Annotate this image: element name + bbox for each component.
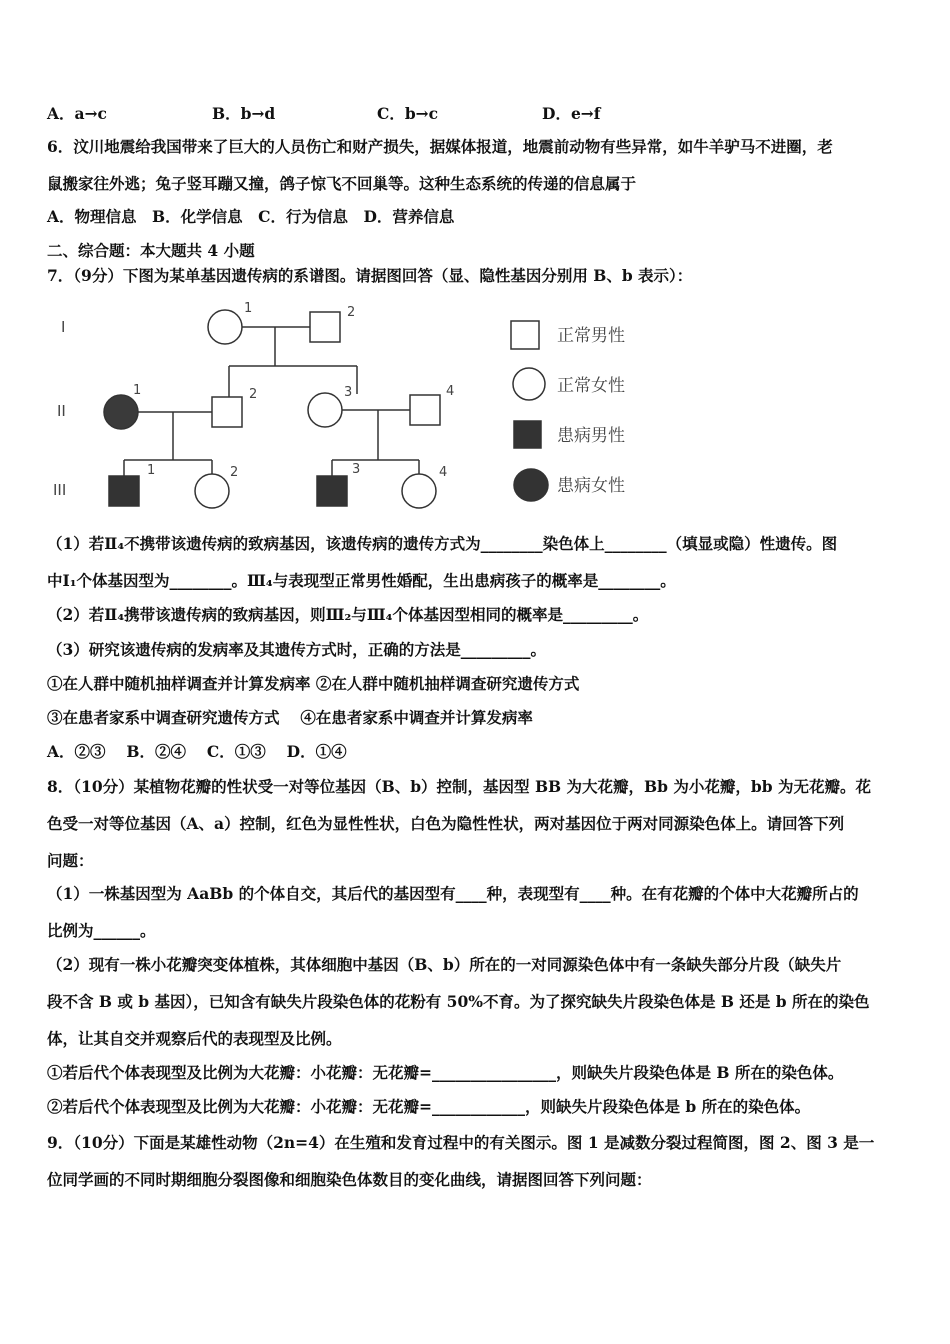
pedigree-I1-female [208, 310, 242, 344]
pedigree-chart [47, 296, 667, 511]
q9-line-1: 9．（10分）下面是某雄性动物（2n=4）在生殖和发育过程中的有关图示。图 1 是减数分裂过程简图，图 2、图 3 是一 [47, 1133, 875, 1152]
num-III3: 3 [352, 462, 361, 477]
q7-choices-1: ①在人群中随机抽样调查并计算发病率 ②在人群中随机抽样调查研究遗传方式 [47, 674, 580, 693]
legend-affected-male-icon [514, 421, 541, 448]
gen-label-III: III [53, 481, 67, 499]
q7-part1-line2: 中Ⅰ₁个体基因型为________。Ⅲ₄与表现型正常男性婚配，生出患病孩子的概率是________。 [47, 571, 676, 590]
num-II4: 4 [446, 384, 455, 399]
q9-line-2: 位同学画的不同时期细胞分裂图像和细胞染色体数目的变化曲线，请据图回答下列问题： [47, 1170, 652, 1189]
section-2-title: 二、综合题：本大题共 4 小题 [47, 241, 255, 260]
q8-line-6: （2）现有一株小花瓣突变体植株，其体细胞中基因（B、b）所在的一对同源染色体中有一条缺失部分片段（缺失片 [47, 955, 842, 974]
q8-line-9: ①若后代个体表现型及比例为大花瓣：小花瓣：无花瓣=________________，则缺失片段染色体是 B 所在的染色体。 [47, 1063, 844, 1082]
q6-line-1: 6．汶川地震给我国带来了巨大的人员伤亡和财产损失，据媒体报道，地震前动物有些异常，如牛羊驴马不进圈，老 [47, 137, 833, 156]
q8-line-8: 体，让其自交并观察后代的表现型及比例。 [47, 1029, 342, 1048]
q5-option-c: C．b→c [377, 104, 439, 123]
legend-normal-male: 正常男性 [557, 326, 625, 346]
q8-line-3: 问题： [47, 851, 94, 870]
q8-line-1: 8．（10分）某植物花瓣的性状受一对等位基因（B、b）控制，基因型 BB 为大花瓣，Bb 为小花瓣，bb 为无花瓣。花 [47, 777, 871, 796]
pedigree-II2-male [212, 397, 242, 427]
q8-line-10: ②若后代个体表现型及比例为大花瓣：小花瓣：无花瓣=____________，则缺失片段染色体是 b 所在的染色体。 [47, 1097, 811, 1116]
q5-option-d: D．e→f [542, 104, 601, 123]
q6-line-2: 鼠搬家往外逃；兔子竖耳蹦又撞，鸽子惊飞不回巢等。这种生态系统的传递的信息属于 [47, 174, 637, 193]
pedigree-I2-male [310, 312, 340, 342]
q8-line-7: 段不含 B 或 b 基因），已知含有缺失片段染色体的花粉有 50%不育。为了探究缺失片段染色体是 B 还是 b 所在的染色 [47, 992, 870, 1011]
num-III2: 2 [230, 465, 239, 480]
q7-part1-line1: （1）若Ⅱ₄不携带该遗传病的致病基因，该遗传病的遗传方式为________染色体上________（填显或隐）性遗传。图 [47, 534, 838, 553]
gen-label-I: I [61, 318, 66, 336]
q8-line-4: （1）一株基因型为 AaBb 的个体自交，其后代的基因型有____种，表现型有____种。在有花瓣的个体中大花瓣所占的 [47, 884, 859, 903]
gen-label-II: II [57, 402, 66, 420]
q7-stem: 7．（9分）下图为某单基因遗传病的系谱图。请据图回答（显、隐性基因分别用 B、b 表示）： [47, 266, 693, 285]
legend-normal-female-icon [513, 368, 545, 400]
num-II3: 3 [344, 385, 353, 400]
q7-options: A．②③ B．②④ C．①③ D．①④ [47, 742, 347, 761]
legend-affected-male: 患病男性 [557, 426, 625, 446]
num-I1: 1 [244, 301, 253, 316]
legend-normal-female: 正常女性 [557, 376, 625, 396]
num-III4: 4 [439, 465, 448, 480]
pedigree-II1-affected-female [104, 395, 138, 429]
num-III1: 1 [147, 463, 156, 478]
num-II1: 1 [133, 383, 142, 398]
num-I2: 2 [347, 305, 356, 320]
q8-line-2: 色受一对等位基因（A、a）控制，红色为显性性状，白色为隐性性状，两对基因位于两对同源染色体上。请回答下列 [47, 814, 845, 833]
num-II2: 2 [249, 387, 258, 402]
legend-normal-male-icon [511, 321, 539, 349]
pedigree-III2-female [195, 474, 229, 508]
pedigree-III4-female [402, 474, 436, 508]
pedigree-II4-male [410, 395, 440, 425]
pedigree-III1-affected-male [109, 476, 139, 506]
q5-option-b: B．b→d [212, 104, 276, 123]
q7-part2: （2）若Ⅱ₄携带该遗传病的致病基因，则Ⅲ₂与Ⅲ₄个体基因型相同的概率是_________。 [47, 605, 649, 624]
q5-option-a: A．a→c [47, 104, 107, 123]
q8-line-5: 比例为______。 [47, 921, 156, 940]
q7-part3: （3）研究该遗传病的发病率及其遗传方式时，正确的方法是_________。 [47, 640, 547, 659]
legend-affected-female: 患病女性 [557, 476, 625, 496]
legend-affected-female-icon [514, 469, 548, 501]
q7-choices-2: ③在患者家系中调查研究遗传方式 ④在患者家系中调查并计算发病率 [47, 708, 533, 727]
pedigree-III3-affected-male [317, 476, 347, 506]
pedigree-II3-female [308, 393, 342, 427]
q6-options: A．物理信息 B．化学信息 C．行为信息 D．营养信息 [47, 207, 455, 226]
